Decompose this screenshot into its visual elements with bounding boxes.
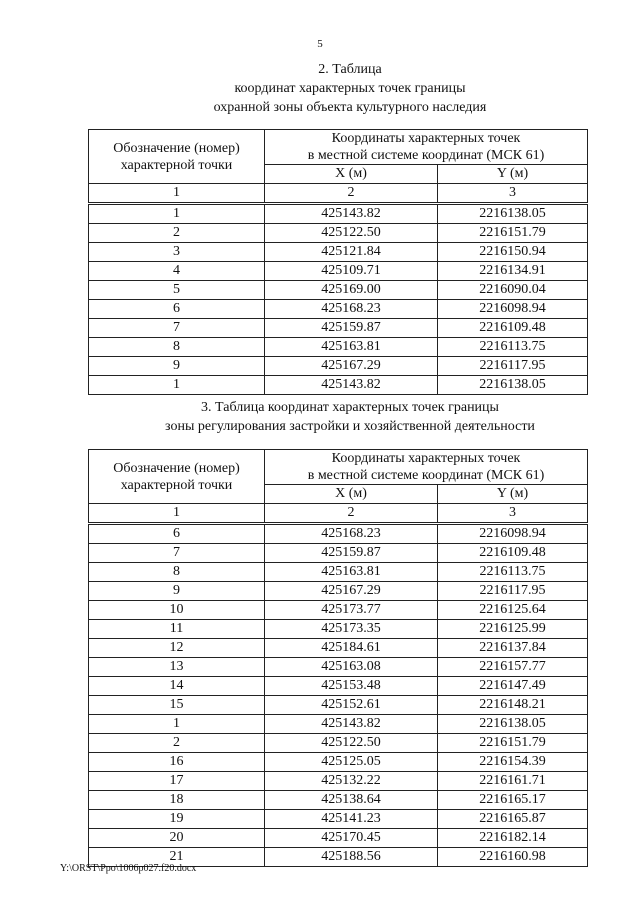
x-coordinate-cell: 425170.45 bbox=[265, 829, 438, 848]
x-coordinate-cell: 425159.87 bbox=[265, 319, 438, 338]
table2-caption-line: зоны регулирования застройки и хозяйственной деятельности bbox=[165, 419, 535, 434]
point-number-cell: 21 bbox=[89, 848, 265, 867]
y-column-header: Y (м) bbox=[438, 165, 588, 184]
x-coordinate-cell: 425168.23 bbox=[265, 524, 438, 544]
table-row bbox=[89, 224, 588, 243]
point-number-cell: 12 bbox=[89, 639, 265, 658]
table1-caption-line: охранной зоны объекта культурного наследия bbox=[213, 100, 487, 115]
point-number-cell: 6 bbox=[89, 524, 265, 544]
point-number-cell: 2 bbox=[89, 734, 265, 753]
x-coordinate-cell: 425143.82 bbox=[265, 204, 438, 224]
coords-header-line: Координаты характерных точек bbox=[331, 451, 521, 466]
coords-header-line: Координаты характерных точек bbox=[331, 131, 521, 146]
coords-header-line: в местной системе координат (МСК 61) bbox=[307, 468, 545, 483]
y-coordinate-cell: 2216113.75 bbox=[438, 338, 588, 357]
table-row bbox=[89, 524, 588, 544]
y-coordinate-cell: 2216157.77 bbox=[438, 658, 588, 677]
y-coordinate-cell: 2216098.94 bbox=[438, 524, 588, 544]
y-coordinate-cell: 2216160.98 bbox=[438, 848, 588, 867]
table-row bbox=[89, 601, 588, 620]
page-number: 5 bbox=[317, 38, 323, 50]
table-row bbox=[89, 243, 588, 262]
x-coordinate-cell: 425153.48 bbox=[265, 677, 438, 696]
table1-caption-line: координат характерных точек границы bbox=[234, 81, 466, 96]
point-number-cell: 9 bbox=[89, 582, 265, 601]
y-coordinate-cell: 2216150.94 bbox=[438, 243, 588, 262]
x-coordinate-cell: 425152.61 bbox=[265, 696, 438, 715]
point-header-line: Обозначение (номер) bbox=[113, 140, 240, 156]
y-coordinate-cell: 2216090.04 bbox=[438, 281, 588, 300]
x-coordinate-cell: 425184.61 bbox=[265, 639, 438, 658]
point-header-line: характерной точки bbox=[120, 477, 233, 493]
point-number-cell: 18 bbox=[89, 791, 265, 810]
point-number-cell: 13 bbox=[89, 658, 265, 677]
table-row bbox=[89, 810, 588, 829]
x-coordinate-cell: 425173.77 bbox=[265, 601, 438, 620]
table-row bbox=[89, 696, 588, 715]
x-coordinate-cell: 425143.82 bbox=[265, 715, 438, 734]
point-number-cell: 4 bbox=[89, 262, 265, 281]
table2-body bbox=[89, 524, 588, 867]
table2-coordinates bbox=[88, 449, 588, 867]
table-row bbox=[89, 204, 588, 224]
column-number: 1 bbox=[89, 184, 265, 204]
point-column-header bbox=[89, 130, 265, 184]
y-coordinate-cell: 2216109.48 bbox=[438, 544, 588, 563]
x-coordinate-cell: 425122.50 bbox=[265, 734, 438, 753]
point-number-cell: 17 bbox=[89, 772, 265, 791]
x-coordinate-cell: 425143.82 bbox=[265, 376, 438, 395]
table2-caption-line: 3. Таблица координат характерных точек границы bbox=[201, 400, 499, 415]
y-coordinate-cell: 2216109.48 bbox=[438, 319, 588, 338]
x-coordinate-cell: 425163.08 bbox=[265, 658, 438, 677]
x-coordinate-cell: 425163.81 bbox=[265, 338, 438, 357]
point-number-cell: 3 bbox=[89, 243, 265, 262]
column-number: 2 bbox=[265, 504, 438, 524]
y-column-header: Y (м) bbox=[438, 485, 588, 504]
table-row bbox=[89, 734, 588, 753]
table-row bbox=[89, 715, 588, 734]
y-coordinate-cell: 2216117.95 bbox=[438, 582, 588, 601]
point-number-cell: 7 bbox=[89, 319, 265, 338]
table2-caption bbox=[0, 398, 640, 436]
y-coordinate-cell: 2216154.39 bbox=[438, 753, 588, 772]
table-row bbox=[89, 262, 588, 281]
x-coordinate-cell: 425163.81 bbox=[265, 563, 438, 582]
table-row bbox=[89, 300, 588, 319]
point-number-cell: 2 bbox=[89, 224, 265, 243]
footer-file-path: Y:\ORST\Ppo\1006p027.f20.docx bbox=[60, 863, 197, 874]
x-coordinate-cell: 425167.29 bbox=[265, 582, 438, 601]
y-coordinate-cell: 2216161.71 bbox=[438, 772, 588, 791]
table-row bbox=[89, 772, 588, 791]
point-number-cell: 6 bbox=[89, 300, 265, 319]
x-coordinate-cell: 425141.23 bbox=[265, 810, 438, 829]
coords-column-header bbox=[265, 450, 588, 485]
table-row bbox=[89, 620, 588, 639]
x-column-header: X (м) bbox=[265, 165, 438, 184]
table1-caption bbox=[0, 60, 640, 117]
table1-caption-line: 2. Таблица bbox=[318, 62, 382, 77]
point-number-cell: 10 bbox=[89, 601, 265, 620]
x-coordinate-cell: 425109.71 bbox=[265, 262, 438, 281]
table-row bbox=[89, 357, 588, 376]
coords-column-header bbox=[265, 130, 588, 165]
table1-coordinates bbox=[88, 129, 588, 395]
x-column-header: X (м) bbox=[265, 485, 438, 504]
point-number-cell: 1 bbox=[89, 376, 265, 395]
point-number-cell: 5 bbox=[89, 281, 265, 300]
column-number: 2 bbox=[265, 184, 438, 204]
point-number-cell: 15 bbox=[89, 696, 265, 715]
y-coordinate-cell: 2216138.05 bbox=[438, 204, 588, 224]
table-row bbox=[89, 338, 588, 357]
table-row bbox=[89, 376, 588, 395]
point-number-cell: 14 bbox=[89, 677, 265, 696]
y-coordinate-cell: 2216113.75 bbox=[438, 563, 588, 582]
x-coordinate-cell: 425125.05 bbox=[265, 753, 438, 772]
y-coordinate-cell: 2216125.99 bbox=[438, 620, 588, 639]
table-row bbox=[89, 677, 588, 696]
x-coordinate-cell: 425169.00 bbox=[265, 281, 438, 300]
coords-header-line: в местной системе координат (МСК 61) bbox=[307, 148, 545, 163]
y-coordinate-cell: 2216165.87 bbox=[438, 810, 588, 829]
x-coordinate-cell: 425138.64 bbox=[265, 791, 438, 810]
x-coordinate-cell: 425121.84 bbox=[265, 243, 438, 262]
point-number-cell: 7 bbox=[89, 544, 265, 563]
point-header-line: Обозначение (номер) bbox=[113, 460, 240, 476]
y-coordinate-cell: 2216098.94 bbox=[438, 300, 588, 319]
x-coordinate-cell: 425122.50 bbox=[265, 224, 438, 243]
table-row bbox=[89, 753, 588, 772]
x-coordinate-cell: 425188.56 bbox=[265, 848, 438, 867]
x-coordinate-cell: 425159.87 bbox=[265, 544, 438, 563]
y-coordinate-cell: 2216165.17 bbox=[438, 791, 588, 810]
x-coordinate-cell: 425167.29 bbox=[265, 357, 438, 376]
table-row bbox=[89, 544, 588, 563]
table-row bbox=[89, 281, 588, 300]
y-coordinate-cell: 2216138.05 bbox=[438, 376, 588, 395]
y-coordinate-cell: 2216117.95 bbox=[438, 357, 588, 376]
table-row bbox=[89, 791, 588, 810]
column-number: 1 bbox=[89, 504, 265, 524]
y-coordinate-cell: 2216134.91 bbox=[438, 262, 588, 281]
y-coordinate-cell: 2216137.84 bbox=[438, 639, 588, 658]
point-number-cell: 8 bbox=[89, 338, 265, 357]
column-number: 3 bbox=[438, 184, 588, 204]
point-number-cell: 8 bbox=[89, 563, 265, 582]
table1-body bbox=[89, 204, 588, 395]
table-row bbox=[89, 658, 588, 677]
point-number-cell: 1 bbox=[89, 204, 265, 224]
table-row bbox=[89, 639, 588, 658]
y-coordinate-cell: 2216148.21 bbox=[438, 696, 588, 715]
y-coordinate-cell: 2216147.49 bbox=[438, 677, 588, 696]
y-coordinate-cell: 2216151.79 bbox=[438, 224, 588, 243]
x-coordinate-cell: 425168.23 bbox=[265, 300, 438, 319]
point-number-cell: 20 bbox=[89, 829, 265, 848]
point-number-cell: 11 bbox=[89, 620, 265, 639]
y-coordinate-cell: 2216182.14 bbox=[438, 829, 588, 848]
x-coordinate-cell: 425173.35 bbox=[265, 620, 438, 639]
x-coordinate-cell: 425132.22 bbox=[265, 772, 438, 791]
point-column-header bbox=[89, 450, 265, 504]
column-number: 3 bbox=[438, 504, 588, 524]
table-row bbox=[89, 582, 588, 601]
point-number-cell: 19 bbox=[89, 810, 265, 829]
point-header-line: характерной точки bbox=[120, 157, 233, 173]
y-coordinate-cell: 2216151.79 bbox=[438, 734, 588, 753]
point-number-cell: 16 bbox=[89, 753, 265, 772]
y-coordinate-cell: 2216138.05 bbox=[438, 715, 588, 734]
table-row bbox=[89, 563, 588, 582]
table-row bbox=[89, 829, 588, 848]
y-coordinate-cell: 2216125.64 bbox=[438, 601, 588, 620]
point-number-cell: 9 bbox=[89, 357, 265, 376]
point-number-cell: 1 bbox=[89, 715, 265, 734]
table-row bbox=[89, 319, 588, 338]
